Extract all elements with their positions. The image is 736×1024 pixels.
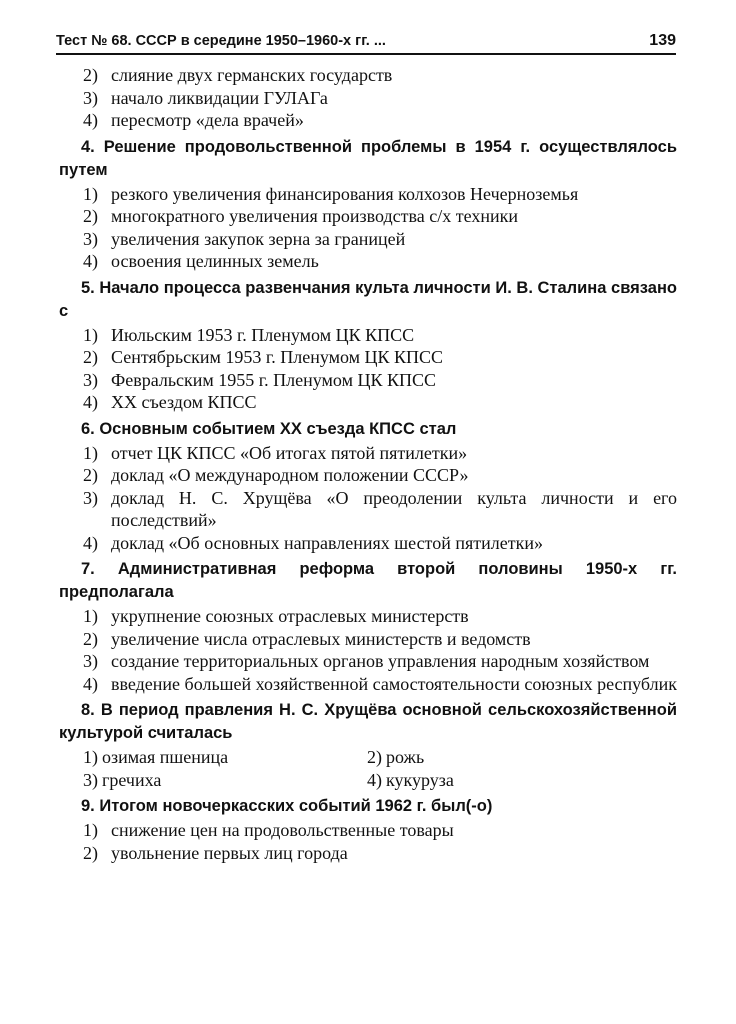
option-item: 4) пересмотр «дела врачей»: [83, 110, 304, 130]
page-content: [59, 64, 677, 864]
question-7-title: 7. Административная реформа второй половины 1950-х гг. предполагала: [59, 560, 677, 601]
question-6-title: 6. Основным событием XX съезда КПСС стал: [81, 419, 457, 438]
option-item: 2) многократного увеличения производства с/х техники: [83, 206, 518, 226]
option-item: 1) снижение цен на продовольственные товары: [83, 820, 454, 840]
question-9-title: 9. Итогом новочеркасских событий 1962 г. был(-о): [81, 797, 493, 815]
option-item: 3) гречиха: [83, 769, 162, 790]
header-title: Тест № 68. СССР в середине 1950–1960-х гг. ...: [56, 33, 386, 49]
question-5-title: 5. Начало процесса развенчания культа личности И. В. Сталина связано с: [59, 278, 677, 320]
q6-options: [59, 442, 677, 555]
option-item: 3) начало ликвидации ГУЛАГа: [83, 87, 328, 108]
option-item: 2) слияние двух германских государств: [83, 65, 393, 85]
option-item: 4) XX съездом КПСС: [83, 392, 257, 412]
option-item: 3) увеличения закупок зерна за границей: [83, 228, 406, 249]
option-item: 2) доклад «О международном положении СССР»: [83, 465, 469, 485]
option-item: 1) укрупнение союзных отраслевых министерств: [83, 606, 469, 626]
page-number: 139: [649, 32, 676, 49]
q8-options: [59, 746, 677, 791]
option-item: 3) Февральским 1955 г. Пленумом ЦК КПСС: [83, 369, 436, 390]
option-item: 4) доклад «Об основных направлениях шестой пятилетки»: [83, 532, 543, 553]
option-item: 2) Сентябрьским 1953 г. Пленумом ЦК КПСС: [83, 347, 444, 367]
option-item: 1) резкого увеличения финансирования колхозов Нечерноземья: [83, 183, 579, 204]
option-item: 4) освоения целинных земель: [83, 251, 319, 271]
option-item: 1) озимая пшеница: [83, 747, 229, 767]
option-item: 4) введение большей хозяйственной самостоятельности союзных республик: [83, 673, 677, 694]
option-item: 1) Июльским 1953 г. Пленумом ЦК КПСС: [83, 324, 415, 345]
q4-options: [59, 183, 677, 273]
option-item: 3) создание территориальных органов управления народным хозяйством: [83, 651, 650, 671]
question-4-title: 4. Решение продовольственной проблемы в 1954 г. осуществлялось путем: [59, 137, 677, 179]
option-item: 2) увеличение числа отраслевых министерств и ведомств: [83, 628, 531, 649]
q3-options: [59, 64, 677, 132]
running-header: [56, 33, 676, 55]
option-item: 2) увольнение первых лиц города: [83, 842, 348, 863]
q9-options: [59, 819, 677, 864]
question-8-title: 8. В период правления Н. С. Хрущёва основной сельскохозяйственной культурой считалась: [59, 701, 677, 742]
option-item: 2) рожь: [367, 747, 425, 767]
option-item: 3) доклад Н. С. Хрущёва «О преодолении культа личности и его последствий»: [83, 487, 677, 530]
q5-options: [59, 324, 677, 414]
option-item: 4) кукуруза: [367, 769, 454, 790]
option-item: 1) отчет ЦК КПСС «Об итогах пятой пятилетки»: [83, 442, 468, 463]
q7-options: [59, 605, 677, 695]
